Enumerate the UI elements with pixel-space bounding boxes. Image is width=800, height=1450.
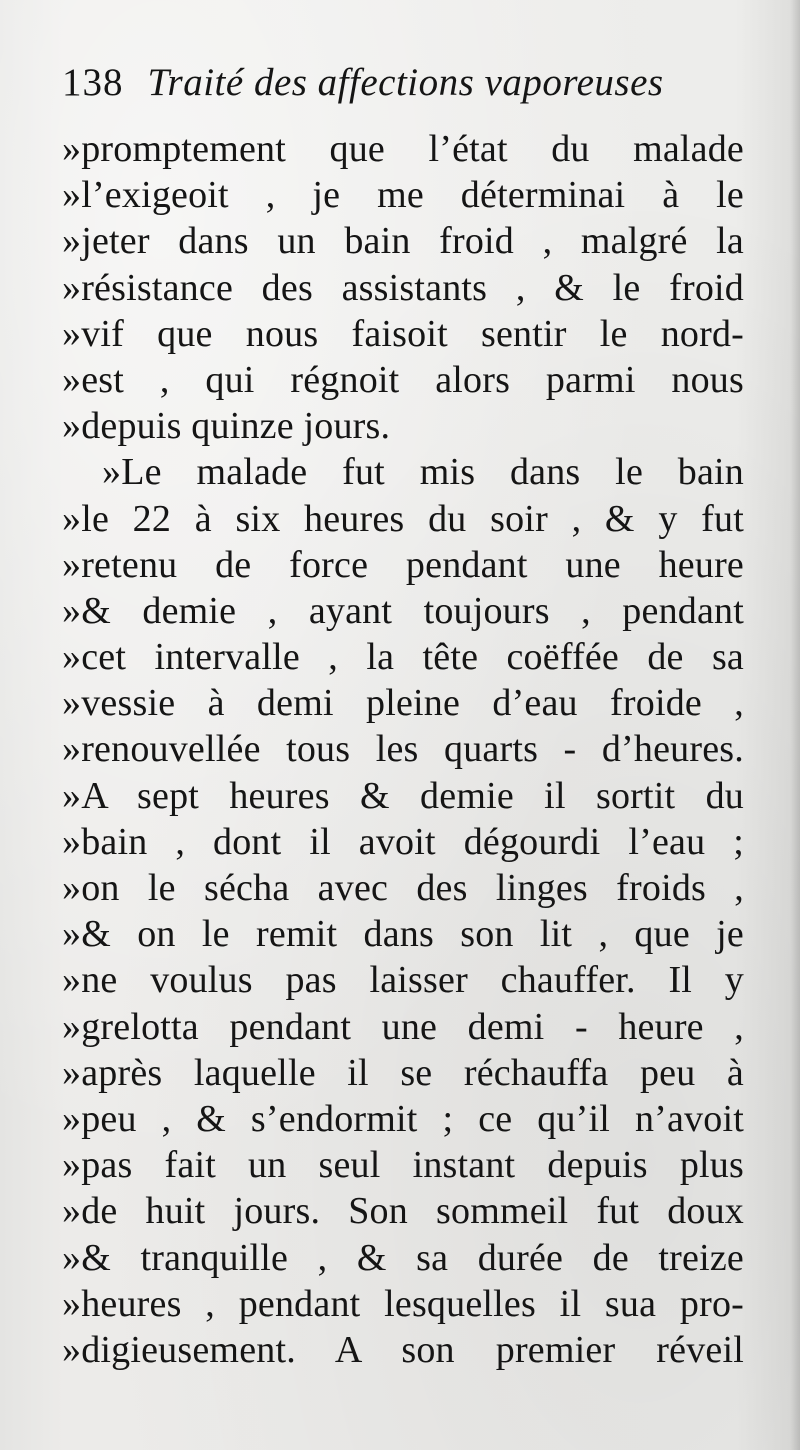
text-line: »retenu de force pendant une heure: [62, 543, 744, 586]
text-line: »promptement que l’état du malade: [62, 128, 744, 170]
text-line: »résistance des assistants , & le froid: [62, 266, 744, 309]
text-line: »Le malade fut mis dans le bain: [102, 451, 744, 494]
text-line: »grelotta pendant une demi - heure ,: [62, 1005, 744, 1048]
text-line: »& tranquille , & sa durée de treize: [62, 1236, 744, 1279]
text-line: »depuis quinze jours.: [62, 405, 391, 448]
text-line: »digieusement. A son premier réveil: [62, 1328, 744, 1371]
text-line: »après laquelle il se réchauffa peu à: [62, 1051, 744, 1094]
text-line: »peu , & s’endormit ; ce qu’il n’avoit: [62, 1097, 744, 1140]
running-title: Traité des affections vaporeuses: [147, 61, 664, 104]
text-line: »& on le remit dans son lit , que je: [62, 913, 744, 956]
text-line: »est , qui régnoit alors parmi nous: [62, 358, 744, 401]
text-line: »pas fait un seul instant depuis plus: [62, 1144, 744, 1187]
text-line: »vif que nous faisoit sentir le nord-: [62, 312, 744, 355]
text-line: »jeter dans un bain froid , malgré la: [62, 220, 744, 263]
text-line: »& demie , ayant toujours , pendant: [62, 589, 744, 632]
text-line: »on le sécha avec des linges froids ,: [62, 867, 744, 909]
text-line: »le 22 à six heures du soir , & y fut: [62, 497, 744, 540]
text-line: »A sept heures & demie il sortit du: [62, 774, 744, 817]
text-line: »renouvellée tous les quarts - d’heures.: [62, 728, 744, 771]
text-line: »ne voulus pas laisser chauffer. Il y: [62, 959, 744, 1002]
page-number: 138: [62, 61, 124, 104]
text-line: »heures , pendant lesquelles il sua pro-: [62, 1282, 744, 1325]
text-line: »vessie à demi pleine d’eau froide ,: [62, 682, 744, 725]
running-head: [62, 58, 752, 108]
text-line: »bain , dont il avoit dégourdi l’eau ;: [62, 820, 744, 863]
text-line: »l’exigeoit , je me déterminai à le: [62, 174, 744, 217]
body-text: [62, 126, 744, 1373]
text-line: »de huit jours. Son sommeil fut doux: [62, 1190, 744, 1233]
text-line: »cet intervalle , la tête coëffée de sa: [62, 636, 744, 679]
